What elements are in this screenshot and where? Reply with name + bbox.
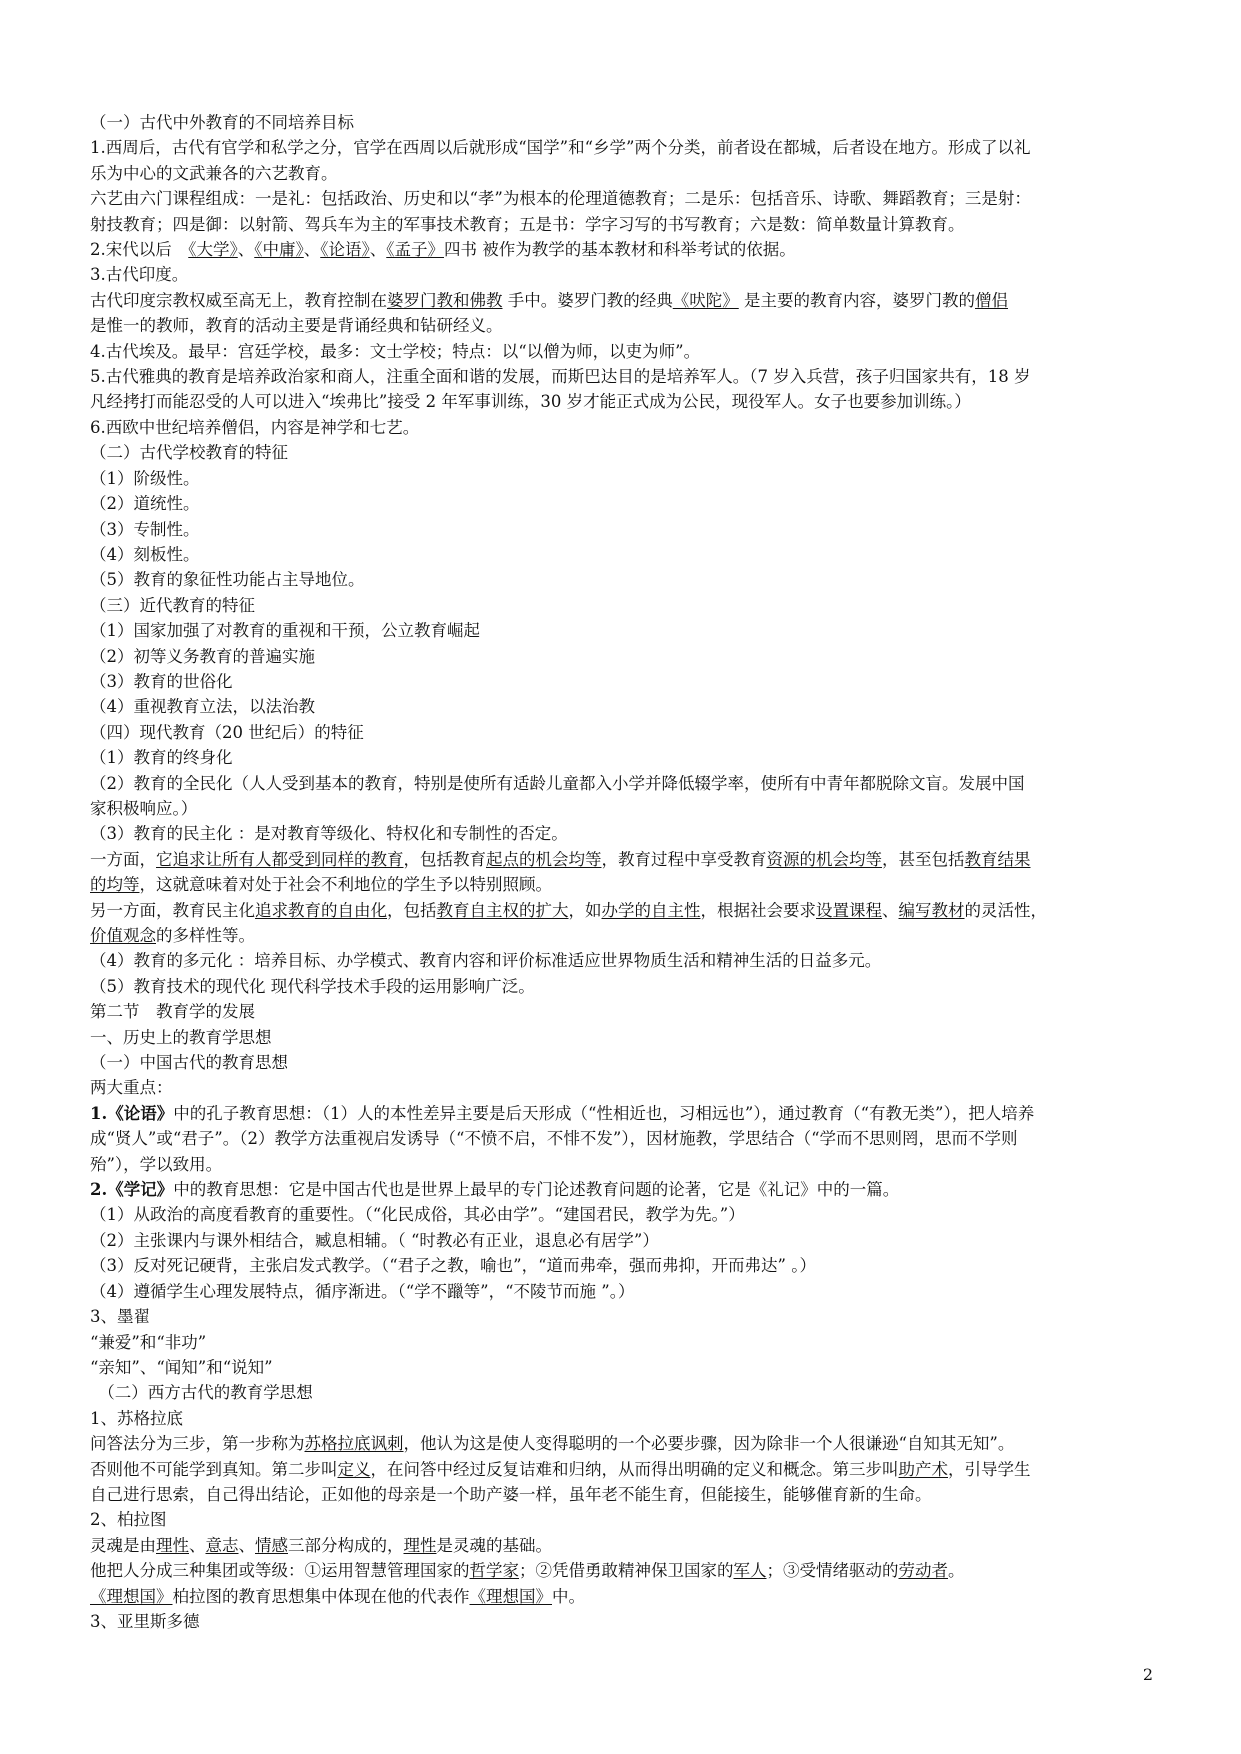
text-line [90,1050,1150,1075]
text-segment: （一）中国古代的教育思想 [90,1053,288,1073]
text-line [90,1126,1150,1151]
text-segment: （二）西方古代的教育学思想 [90,1383,313,1403]
text-segment: ，教育过程中享受教育 [601,849,767,869]
text-segment: 另一方面，教育民主化 [90,900,255,920]
text-line [90,1152,1150,1177]
text-segment: 3、墨翟 [90,1307,150,1327]
underlined-text: 资源的机会均等 [766,849,882,869]
text-segment: 一、历史上的教育学思想 [90,1027,272,1047]
text-segment: 两大重点： [90,1078,173,1098]
text-line [90,847,1150,872]
text-segment: 射技教育；四是御：以射箭、驾兵车为主的军事技术教育；五是书：学字习写的书写教育；六是数：简单数量计算教育。 [90,214,965,234]
underlined-text: 理性 [156,1535,189,1555]
text-segment: （三）近代教育的特征 [90,595,255,615]
bold-text: 1. [90,1103,108,1123]
text-line [90,1228,1150,1253]
text-segment: 家积极响应。） [90,798,198,818]
underlined-text: 起点的机会均等 [486,849,602,869]
text-segment: ，根据社会要求 [700,900,816,920]
text-line [90,644,1150,669]
text-line [90,948,1150,973]
text-segment: 中的教育思想：它是中国古代也是世界上最早的专门论述教育问题的论著，它是《礼记》中的一篇。 [173,1180,900,1200]
text-segment: 的多样性等。 [156,926,255,945]
text-segment: （4）刻板性。 [90,544,200,564]
text-segment: 是主要的教育内容，婆罗门教的 [738,290,975,310]
text-segment: ，甚至包括 [882,849,965,869]
text-segment: 殆”），学以致用。 [90,1154,223,1174]
underlined-text: 定义 [337,1459,371,1479]
text-segment: 1.西周后，古代有官学和私学之分，官学在西周以后就形成“国学”和“乡学”两个分类，前者设在都城，后者设在地方。形成了以礼 [90,138,1031,158]
underlined-text: 编写教材 [898,900,965,920]
text-segment: 是灵魂的基础。 [436,1535,552,1555]
text-line [90,923,1150,948]
text-line [90,517,1150,542]
underlined-text: 教育结果 [964,849,1031,869]
text-segment: （1）教育的终身化 [90,748,233,768]
text-line [90,898,1150,923]
text-line [90,999,1150,1024]
text-line [90,1609,1150,1634]
text-line [90,262,1150,287]
underlined-text: 《理想国》 [90,1586,173,1606]
text-segment: 2、柏拉图 [90,1510,167,1530]
text-segment: 、 [369,240,387,260]
text-segment: ，这就意味着对处于社会不利地位的学生予以特别照顾。 [139,875,552,895]
text-segment: （4）教育的多元化 ：培养目标、办学模式、教育内容和评价标准适应世界物质生活和精神生活的日益多元。 [90,951,882,971]
text-segment: 中。 [552,1586,585,1606]
text-line [90,669,1150,694]
text-line [90,1507,1150,1532]
text-segment: 一方面， [90,849,156,869]
text-segment: 中的孔子教育思想：（1）人的本性差异主要是后天形成（“性相近也，习相远也”），通过教育（“有教无类”），把人培养 [173,1103,1035,1123]
underlined-text: 《论语》 [320,240,370,260]
underlined-text: 理性 [403,1535,437,1555]
text-line [90,415,1150,440]
text-line [90,1457,1150,1482]
document-body [90,110,1150,1634]
text-line [90,1202,1150,1227]
text-segment: 自己进行思索，自己得出结论，正如他的母亲是一个助产婆一样，虽年老不能生育，但能接生，能够催育新的生命。 [90,1484,932,1504]
text-line [90,1355,1150,1380]
text-line [90,212,1150,237]
underlined-text: 苏格拉底讽刺 [304,1434,404,1454]
text-line [90,135,1150,160]
underlined-text: 意志 [205,1535,239,1555]
underlined-text: 《理想国》 [469,1586,552,1606]
text-segment: （4）重视教育立法，以法治教 [90,697,315,717]
text-line [90,1253,1150,1278]
text-line [90,542,1150,567]
text-line [90,872,1150,897]
text-line [90,618,1150,643]
underlined-text: 劳动者 [898,1561,948,1581]
underlined-text: 办学的自主性 [601,900,701,920]
text-segment: 古代印度宗教权威至高无上，教育控制在 [90,290,387,310]
text-segment: （一）古代中外教育的不同培养目标 [90,113,354,132]
text-segment: ；②凭借勇敢精神保卫国家的 [519,1561,734,1581]
text-segment: ；③受情绪驱动的 [766,1561,899,1581]
text-line [90,1584,1150,1609]
underlined-text: 它追求让所有人都受到同样的教育 [156,849,404,869]
text-segment: （4）遵循学生心理发展特点，循序渐进。（“学不躐等”，“不陵节而施 ”。） [90,1281,635,1301]
underlined-text: 僧侣 [975,290,1008,310]
text-segment: （2）教育的全民化（人人受到基本的教育，特别是使所有适龄儿童都入小学并降低辍学率，使所有中青年都脱除文盲。发展中国 [90,773,1025,793]
text-line [90,491,1150,516]
text-segment: （2）初等义务教育的普遍实施 [90,646,315,666]
text-segment: 。 [948,1561,965,1581]
text-line [90,1380,1150,1405]
text-segment: （3）教育的世俗化 [90,671,233,691]
text-segment: （1）国家加强了对教育的重视和干预，公立教育崛起 [90,621,480,641]
underlined-text: 哲学家 [469,1561,519,1581]
text-line [90,161,1150,186]
text-segment: 否则他不可能学到真知。第二步叫 [90,1459,338,1479]
text-segment: 乐为中心的文武兼各的六艺教育。 [90,163,338,183]
text-segment: 问答法分为三步，第一步称为 [90,1434,305,1454]
text-line [90,313,1150,338]
text-segment: 1、苏格拉底 [90,1408,183,1428]
text-line [90,186,1150,211]
text-segment: 三部分构成的， [288,1535,404,1555]
text-line [90,389,1150,414]
text-segment: ，他认为这是使人变得聪明的一个必要步骤，因为除非一个人很谦逊“自知其无知”。 [403,1434,1015,1454]
text-segment: 灵魂是由 [90,1535,156,1555]
text-segment: （1）阶级性。 [90,468,200,488]
text-line [90,1482,1150,1507]
text-segment: ，包括 [387,900,437,920]
text-segment: （1）从政治的高度看教育的重要性。（“化民成俗，其必由学”。“建国君民，教学为先。”） [90,1205,745,1225]
text-segment: 3.古代印度。 [90,265,189,285]
text-line [90,1025,1150,1050]
text-line [90,1558,1150,1583]
text-line [90,745,1150,770]
text-segment: （2）主张课内与课外相结合，臧息相辅。（ “时教必有正业，退息必有居学”） [90,1230,659,1250]
text-segment: 的灵活性， [964,900,1047,920]
text-segment: 4.古代埃及。最早：宫廷学校，最多：文士学校；特点：以“以僧为师，以吏为师”。 [90,341,701,361]
text-line [90,720,1150,745]
text-segment: （3）专制性。 [90,519,200,539]
underlined-text: 军人 [733,1561,767,1581]
text-line [90,567,1150,592]
text-line [90,771,1150,796]
bold-text: 2. [90,1180,108,1200]
text-segment: 、 [303,240,321,260]
text-segment: “亲知”、“闻知”和“说知” [90,1357,273,1377]
underlined-text: 《大学》 [188,240,238,260]
text-line [90,339,1150,364]
underlined-text: 教育自主权的扩大 [436,900,569,920]
text-segment: ，包括教育 [403,849,486,869]
text-line [90,796,1150,821]
text-segment: 3、亚里斯多德 [90,1611,200,1631]
text-line [90,1431,1150,1456]
underlined-text: 价值观念 [90,926,156,945]
text-line [90,1304,1150,1329]
text-segment: 2.宋代以后 [90,240,189,260]
text-segment: 是惟一的教师，教育的活动主要是背诵经典和钻研经义。 [90,316,503,336]
text-line [90,440,1150,465]
bold-text: 《论语》 [107,1103,174,1123]
text-segment: 、 [189,1535,206,1555]
text-line [90,288,1150,313]
text-line [90,1177,1150,1202]
underlined-text: 设置课程 [816,900,882,920]
text-segment: （四）现代教育（20 世纪后）的特征 [90,722,364,742]
text-line [90,1533,1150,1558]
underlined-text: 《中庸》 [254,240,304,260]
text-segment: 、 [882,900,899,920]
text-segment: 、 [238,1535,255,1555]
page-number: 2 [1142,1665,1153,1684]
text-segment: 手中。婆罗门教的经典 [502,290,673,310]
underlined-text: 婆罗门教和佛教 [387,290,503,310]
text-line [90,237,1150,262]
bold-text: 《学记》 [107,1180,174,1200]
text-line [90,1101,1150,1126]
underlined-text: 《孟子》 [386,240,444,260]
text-line [90,466,1150,491]
text-segment: 柏拉图的教育思想集中体现在他的代表作 [172,1586,470,1606]
text-line [90,974,1150,999]
text-segment: 他把人分成三种集团或等级：①运用智慧管理国家的 [90,1561,470,1581]
text-segment: ，如 [568,900,602,920]
text-segment: （二）古代学校教育的特征 [90,443,288,463]
underlined-text: 追求教育的自由化 [255,900,387,920]
text-segment: ，在问答中经过反复诘难和归纳，从而得出明确的定义和概念。第三步叫 [370,1459,899,1479]
text-segment: （3）反对死记硬背，主张启发式教学。（“君子之教，喻也”，“道而弗牵，强而弗抑，开而弗达” 。） [90,1256,816,1276]
text-line [90,821,1150,846]
text-line [90,694,1150,719]
underlined-text: 助产术 [898,1459,948,1479]
text-segment: ，引导学生 [948,1459,1031,1479]
text-segment: （3）教育的民主化 ：是对教育等级化、特权化和专制性的否定。 [90,824,568,844]
underlined-text: 的均等 [90,875,140,895]
text-segment: 四书 被作为教学的基本教材和科举考试的依据。 [444,240,796,260]
text-segment: （2）道统性。 [90,494,200,514]
text-segment: 第二节 教育学的发展 [90,1002,255,1022]
underlined-text: 《吠陀》 [672,290,739,310]
text-line [90,1279,1150,1304]
text-segment: 5.古代雅典的教育是培养政治家和商人，注重全面和谐的发展，而斯巴达目的是培养军人。（7 岁入兵营，孩子归国家共有，18 岁 [90,367,1031,387]
text-segment: 6.西欧中世纪培养僧侣，内容是神学和七艺。 [90,417,420,437]
text-line [90,593,1150,618]
text-segment: 、 [237,240,255,260]
text-line [90,1075,1150,1100]
text-line [90,1330,1150,1355]
text-segment: 六艺由六门课程组成：一是礼：包括政治、历史和以“孝”为根本的伦理道德教育；二是乐：包括音乐、诗歌、舞蹈教育；三是射： [90,189,1031,209]
text-segment: 凡经拷打而能忍受的人可以进入“埃弗比”接受 2 年军事训练，30 岁才能正式成为公民，现役军人。女子也要参加训练。） [90,392,971,412]
text-segment: 成“贤人”或“君子”。（2）教学方法重视启发诱导（“不愤不启，不悱不发”），因材施教，学思结合（“学而不思则罔，思而不学则 [90,1129,1018,1149]
text-segment: “兼爱”和“非功” [90,1332,207,1352]
text-line [90,364,1150,389]
text-line [90,110,1150,135]
text-segment: （5）教育的象征性功能占主导地位。 [90,570,365,590]
text-segment: （5）教育技术的现代化 现代科学技术手段的运用影响广泛。 [90,976,535,996]
underlined-text: 情感 [255,1535,288,1555]
text-line [90,1406,1150,1431]
